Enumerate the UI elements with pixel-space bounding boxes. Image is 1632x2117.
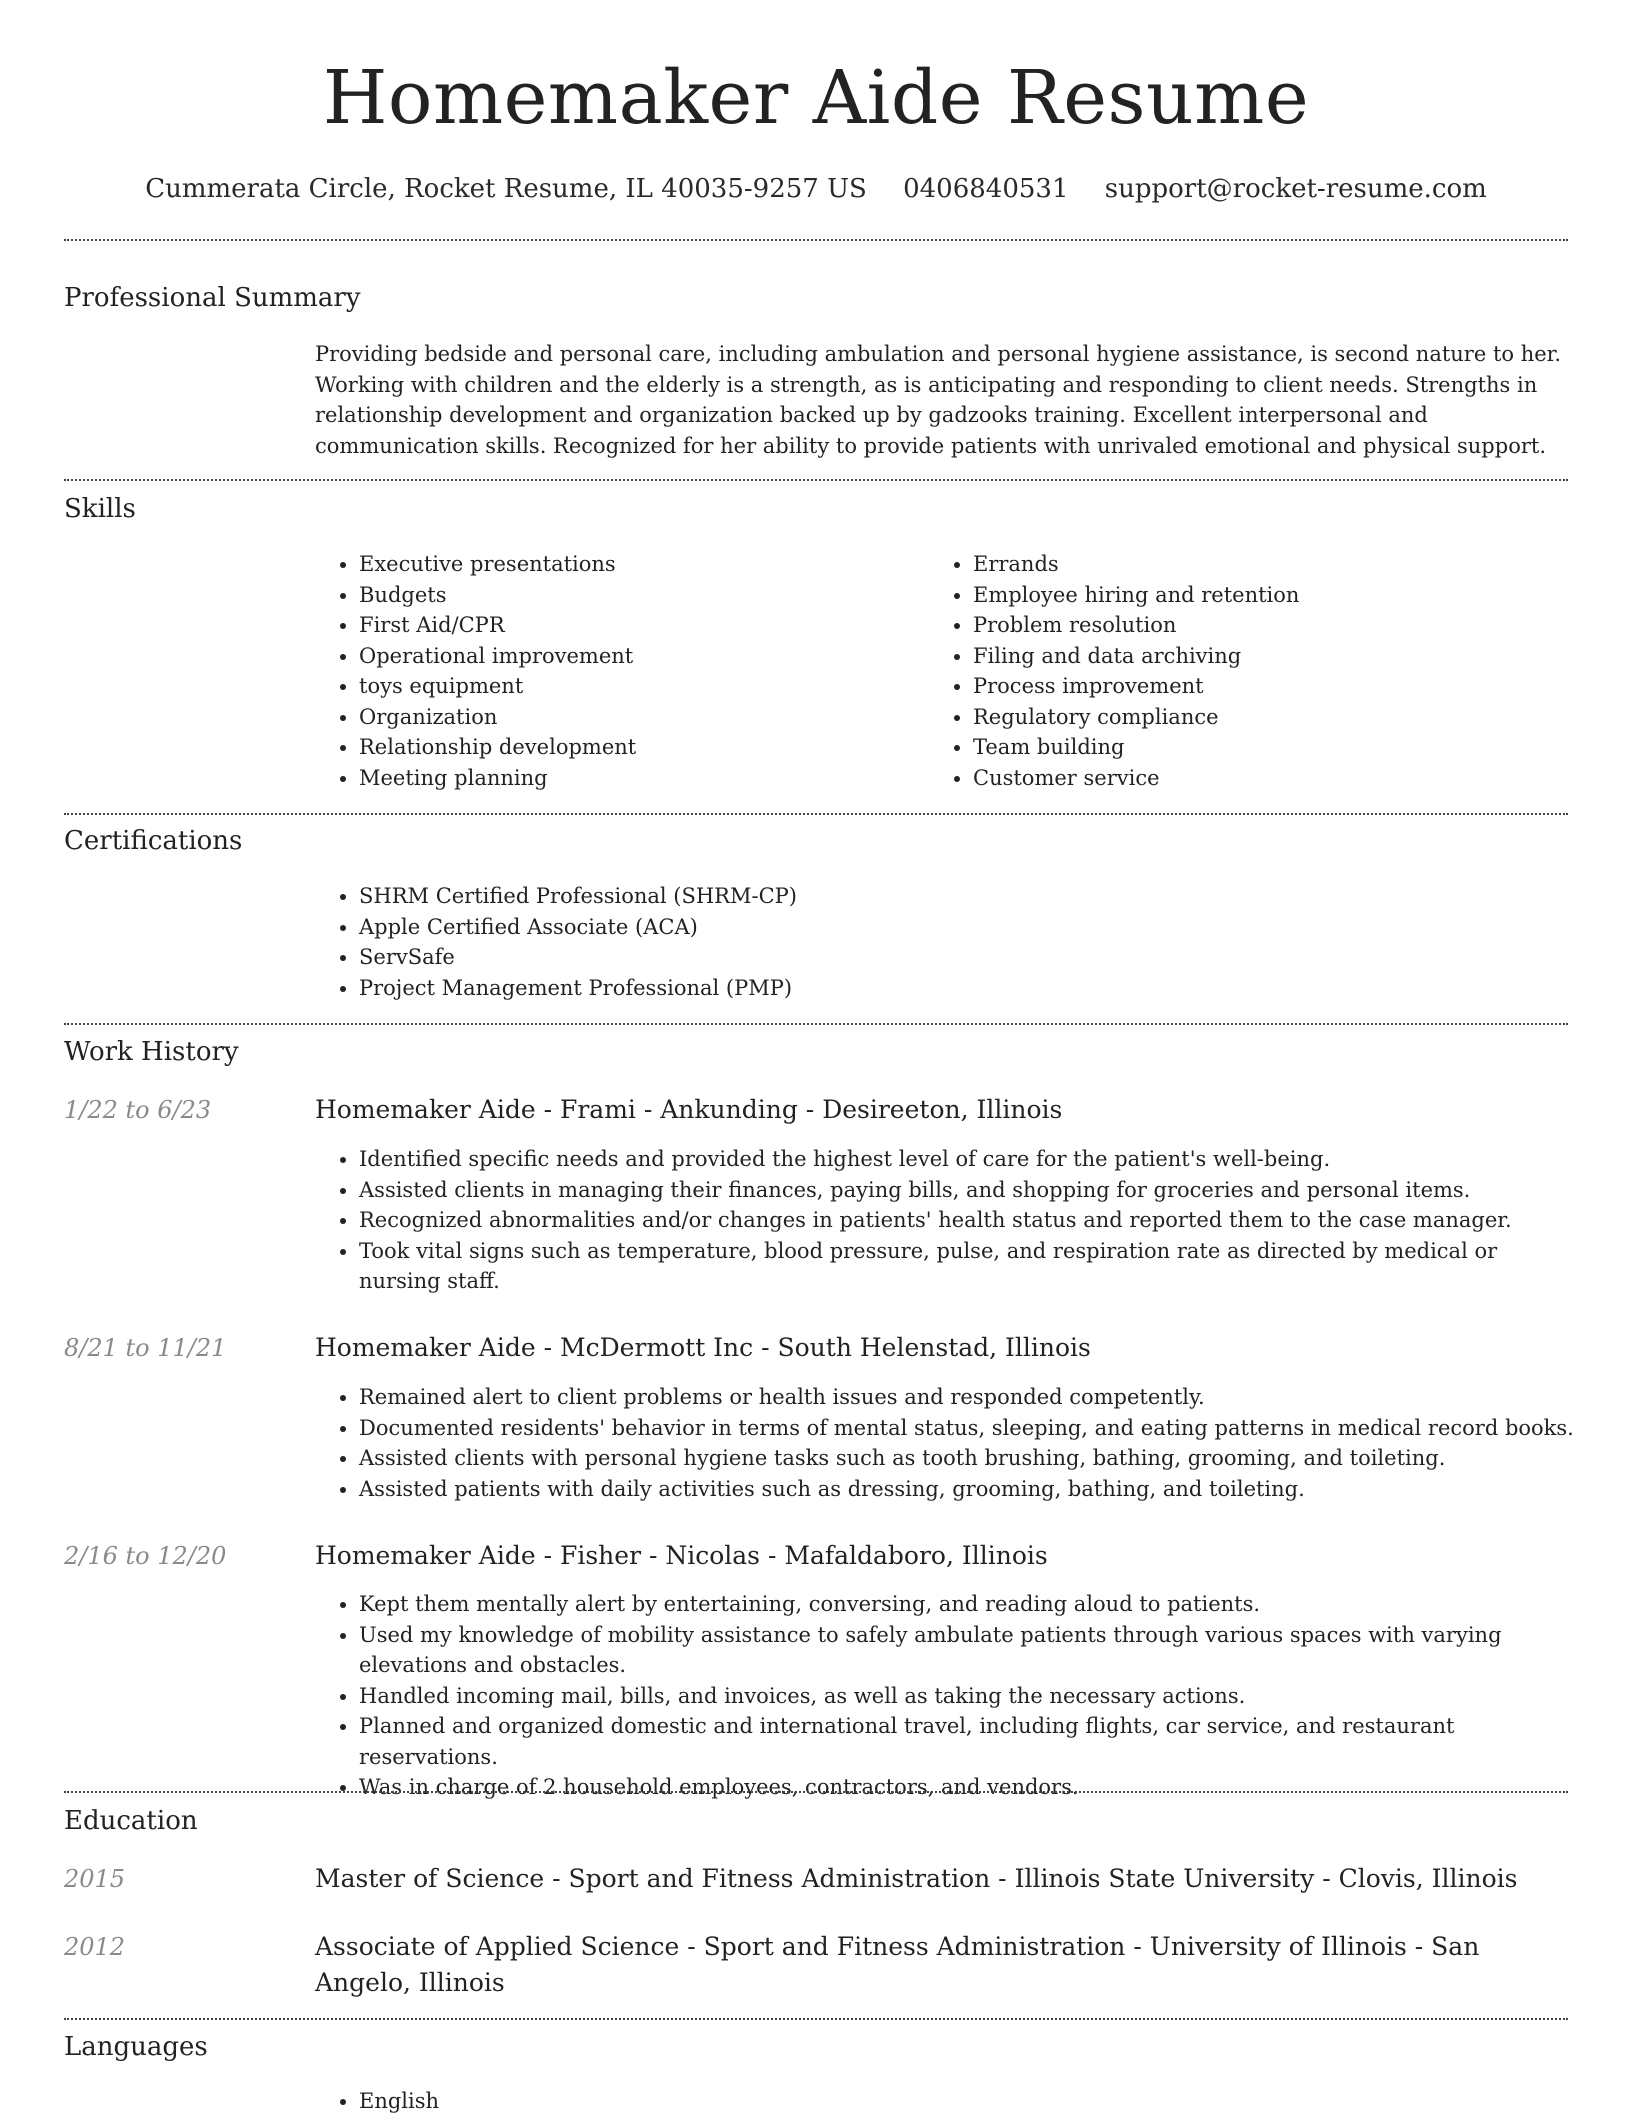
skill-item: • Regulatory compliance (973, 702, 1573, 733)
contact-line (0, 172, 1632, 206)
skill-item: • Meeting planning (359, 763, 919, 794)
job-dates: 2/16 to 12/20 (64, 1542, 227, 1570)
section-divider (64, 479, 1568, 481)
job-bullets (315, 1589, 1599, 1803)
job-bullet: • Documented residents' behavior in terms of mental status, sleeping, and eating patterns in medical record books. (359, 1413, 1579, 1444)
section-divider (64, 239, 1568, 241)
job-bullet: • Assisted clients in managing their finances, paying bills, and shopping for groceries and personal items. (359, 1175, 1579, 1206)
certification-item: • SHRM Certified Professional (SHRM-CP) (359, 881, 1559, 912)
job-bullet: • Handled incoming mail, bills, and invoices, as well as taking the necessary actions. (359, 1681, 1599, 1712)
skill-item: • toys equipment (359, 671, 919, 702)
skill-item: • Customer service (973, 763, 1573, 794)
certifications-heading: Certifications (64, 826, 243, 856)
job-bullet: • Remained alert to client problems or health issues and responded competently. (359, 1382, 1579, 1413)
skill-item: • Budgets (359, 580, 919, 611)
job-bullet: • Kept them mentally alert by entertaining, conversing, and reading aloud to patients. (359, 1589, 1599, 1620)
certification-item: • ServSafe (359, 942, 1559, 973)
language-item: • English (359, 2086, 959, 2117)
job-bullet: • Identified specific needs and provided the highest level of care for the patient's well-being. (359, 1144, 1579, 1175)
section-divider (64, 1023, 1568, 1025)
section-divider (64, 2018, 1568, 2020)
certification-item: • Apple Certified Associate (ACA) (359, 912, 1559, 943)
job-bullet: • Recognized abnormalities and/or changes in patients' health status and reported them to the case manager. (359, 1205, 1579, 1236)
skill-item: • Organization (359, 702, 919, 733)
languages-heading: Languages (64, 2032, 208, 2062)
skills-list-right (929, 549, 1573, 793)
education-heading: Education (64, 1806, 198, 1836)
job-bullet: • Planned and organized domestic and international travel, including flights, car service, and restaurant reservations. (359, 1711, 1599, 1772)
summary-heading: Professional Summary (64, 283, 361, 313)
section-divider (64, 813, 1568, 815)
work-history-heading: Work History (64, 1037, 239, 1067)
section-divider (64, 1791, 1568, 1793)
skills-list-left (315, 549, 919, 793)
contact-address: Cummerata Circle, Rocket Resume, IL 40035-9257 US (145, 174, 867, 204)
job-title: Homemaker Aide - Fisher - Nicolas - Mafaldaboro, Illinois (315, 1541, 1048, 1570)
job-bullet: • Used my knowledge of mobility assistance to safely ambulate patients through various spaces with varying elevations and obstacles. (359, 1620, 1599, 1681)
job-bullet: • Assisted clients with personal hygiene tasks such as tooth brushing, bathing, grooming, and toileting. (359, 1443, 1579, 1474)
skill-item: • Team building (973, 732, 1573, 763)
education-title: Master of Science - Sport and Fitness Administration - Illinois State University - Clovis, Illinois (315, 1864, 1518, 1893)
skills-heading: Skills (64, 494, 136, 524)
education-title: Associate of Applied Science - Sport and Fitness Administration - University of Illinois - San Angelo, Illinois (315, 1932, 1480, 1997)
contact-email: support@rocket-resume.com (1104, 174, 1487, 204)
skill-item: • First Aid/CPR (359, 610, 919, 641)
resume-title: Homemaker Aide Resume (322, 55, 1310, 141)
job-bullet: • Assisted patients with daily activities such as dressing, grooming, bathing, and toileting. (359, 1474, 1579, 1505)
skill-item: • Process improvement (973, 671, 1573, 702)
job-title: Homemaker Aide - McDermott Inc - South Helenstad, Illinois (315, 1333, 1091, 1362)
education-year: 2015 (64, 1865, 126, 1893)
summary-text: Providing bedside and personal care, including ambulation and personal hygiene assistance, is second nature to her. Working with children and the elderly is a strength, as is anticipating and responding to client needs. Strengths in relationship development and organization backed up by gadzooks training. Excellent interpersonal and communication skills. Recognized for her ability to provide patients with unrivaled emotional and physical support. (315, 342, 1562, 458)
certification-item: • Project Management Professional (PMP) (359, 973, 1559, 1004)
skill-item: • Employee hiring and retention (973, 580, 1573, 611)
contact-phone: 0406840531 (903, 174, 1069, 204)
job-bullet: • Took vital signs such as temperature, blood pressure, pulse, and respiration rate as directed by medical or nursing staff. (359, 1236, 1579, 1297)
skill-item: • Filing and data archiving (973, 641, 1573, 672)
job-dates: 1/22 to 6/23 (64, 1096, 212, 1124)
certifications-list (315, 881, 1559, 1003)
job-title: Homemaker Aide - Frami - Ankunding - Desireeton, Illinois (315, 1095, 1063, 1124)
job-bullets (315, 1382, 1579, 1504)
skill-item: • Errands (973, 549, 1573, 580)
skill-item: • Problem resolution (973, 610, 1573, 641)
job-dates: 8/21 to 11/21 (64, 1334, 227, 1362)
job-bullets (315, 1144, 1579, 1297)
skill-item: • Executive presentations (359, 549, 919, 580)
education-year: 2012 (64, 1933, 126, 1961)
job-bullet: • Was in charge of 2 household employees, contractors, and vendors. (359, 1772, 1599, 1803)
skill-item: • Operational improvement (359, 641, 919, 672)
skill-item: • Relationship development (359, 732, 919, 763)
